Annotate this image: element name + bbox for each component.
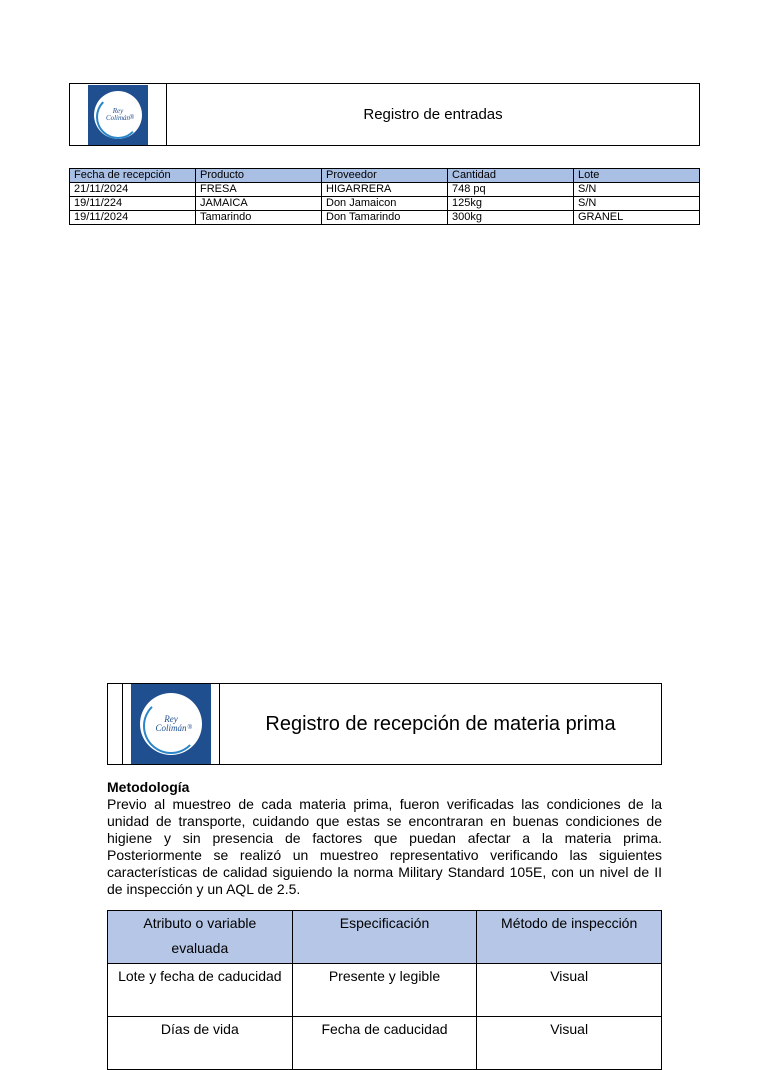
- table-cell: HIGARRERA: [322, 183, 448, 197]
- table-cell: JAMAICA: [196, 197, 322, 211]
- company-logo: [131, 684, 211, 764]
- header-spacer-cell: [108, 684, 123, 764]
- table-cell: Visual: [477, 1017, 662, 1070]
- table-cell: FRESA: [196, 183, 322, 197]
- table-cell: Días de vida: [108, 1017, 293, 1070]
- table-cell: Don Jamaicon: [322, 197, 448, 211]
- col-header: Atributo o variable evaluada: [108, 911, 293, 964]
- table-cell: Lote y fecha de caducidad: [108, 964, 293, 1017]
- table-row: [108, 1017, 662, 1070]
- attributes-header-row: [108, 911, 662, 964]
- company-logo: [88, 85, 148, 145]
- logo-text-line1: Rey: [112, 106, 124, 115]
- col-header: Método de inspección: [477, 911, 662, 964]
- table-cell: 300kg: [448, 211, 574, 225]
- table-row: [70, 183, 700, 197]
- table-cell: 748 pq: [448, 183, 574, 197]
- entries-table: [69, 168, 700, 225]
- table-row: [70, 211, 700, 225]
- table-cell: Visual: [477, 964, 662, 1017]
- table-cell: S/N: [574, 197, 700, 211]
- logo-circle: [94, 91, 142, 139]
- col-header: Cantidad: [448, 169, 574, 183]
- logo-cell: [123, 684, 220, 764]
- table-cell: Tamarindo: [196, 211, 322, 225]
- table-cell: 125kg: [448, 197, 574, 211]
- registered-mark: ®: [129, 114, 134, 121]
- col-header: Fecha de recepción: [70, 169, 196, 183]
- col-header: Producto: [196, 169, 322, 183]
- entries-title: Registro de entradas: [363, 106, 503, 123]
- col-header: Lote: [574, 169, 700, 183]
- table-cell: Don Tamarindo: [322, 211, 448, 225]
- methodology-section: [107, 779, 662, 898]
- logo-text-line2: Colimán: [155, 723, 187, 733]
- table-cell: Fecha de caducidad: [292, 1017, 477, 1070]
- methodology-text: Previo al muestreo de cada materia prima, fueron verificadas las condiciones de la unidad de transporte, cuidando que estas se encontraran en buenas condiciones de higiene y sin presencia de factores que puedan afectar a la materia prima. Posteriormente se realizó un muestreo representativo verificando las siguientes características de calidad siguiendo la norma Military Standard 105E, con un nivel de II de inspección y un AQL de 2.5.: [107, 796, 662, 897]
- reception-header: [107, 683, 662, 765]
- logo-cell: [70, 84, 167, 145]
- table-row: [108, 964, 662, 1017]
- table-cell: 21/11/2024: [70, 183, 196, 197]
- methodology-title: Metodología: [107, 779, 190, 795]
- table-cell: Presente y legible: [292, 964, 477, 1017]
- registered-mark: ®: [187, 725, 192, 731]
- entries-header: [69, 83, 700, 146]
- table-cell: 19/11/224: [70, 197, 196, 211]
- attributes-table: [107, 910, 662, 1070]
- col-header: Proveedor: [322, 169, 448, 183]
- col-header: Especificación: [292, 911, 477, 964]
- reception-title: Registro de recepción de materia prima: [265, 712, 616, 735]
- logo-text-line2: Colimán: [105, 113, 131, 122]
- logo-circle: [140, 693, 202, 755]
- table-cell: 19/11/2024: [70, 211, 196, 225]
- entries-table-header-row: [70, 169, 700, 183]
- table-cell: S/N: [574, 183, 700, 197]
- table-cell: GRANEL: [574, 211, 700, 225]
- logo-text-line1: Rey: [164, 714, 178, 724]
- table-row: [70, 197, 700, 211]
